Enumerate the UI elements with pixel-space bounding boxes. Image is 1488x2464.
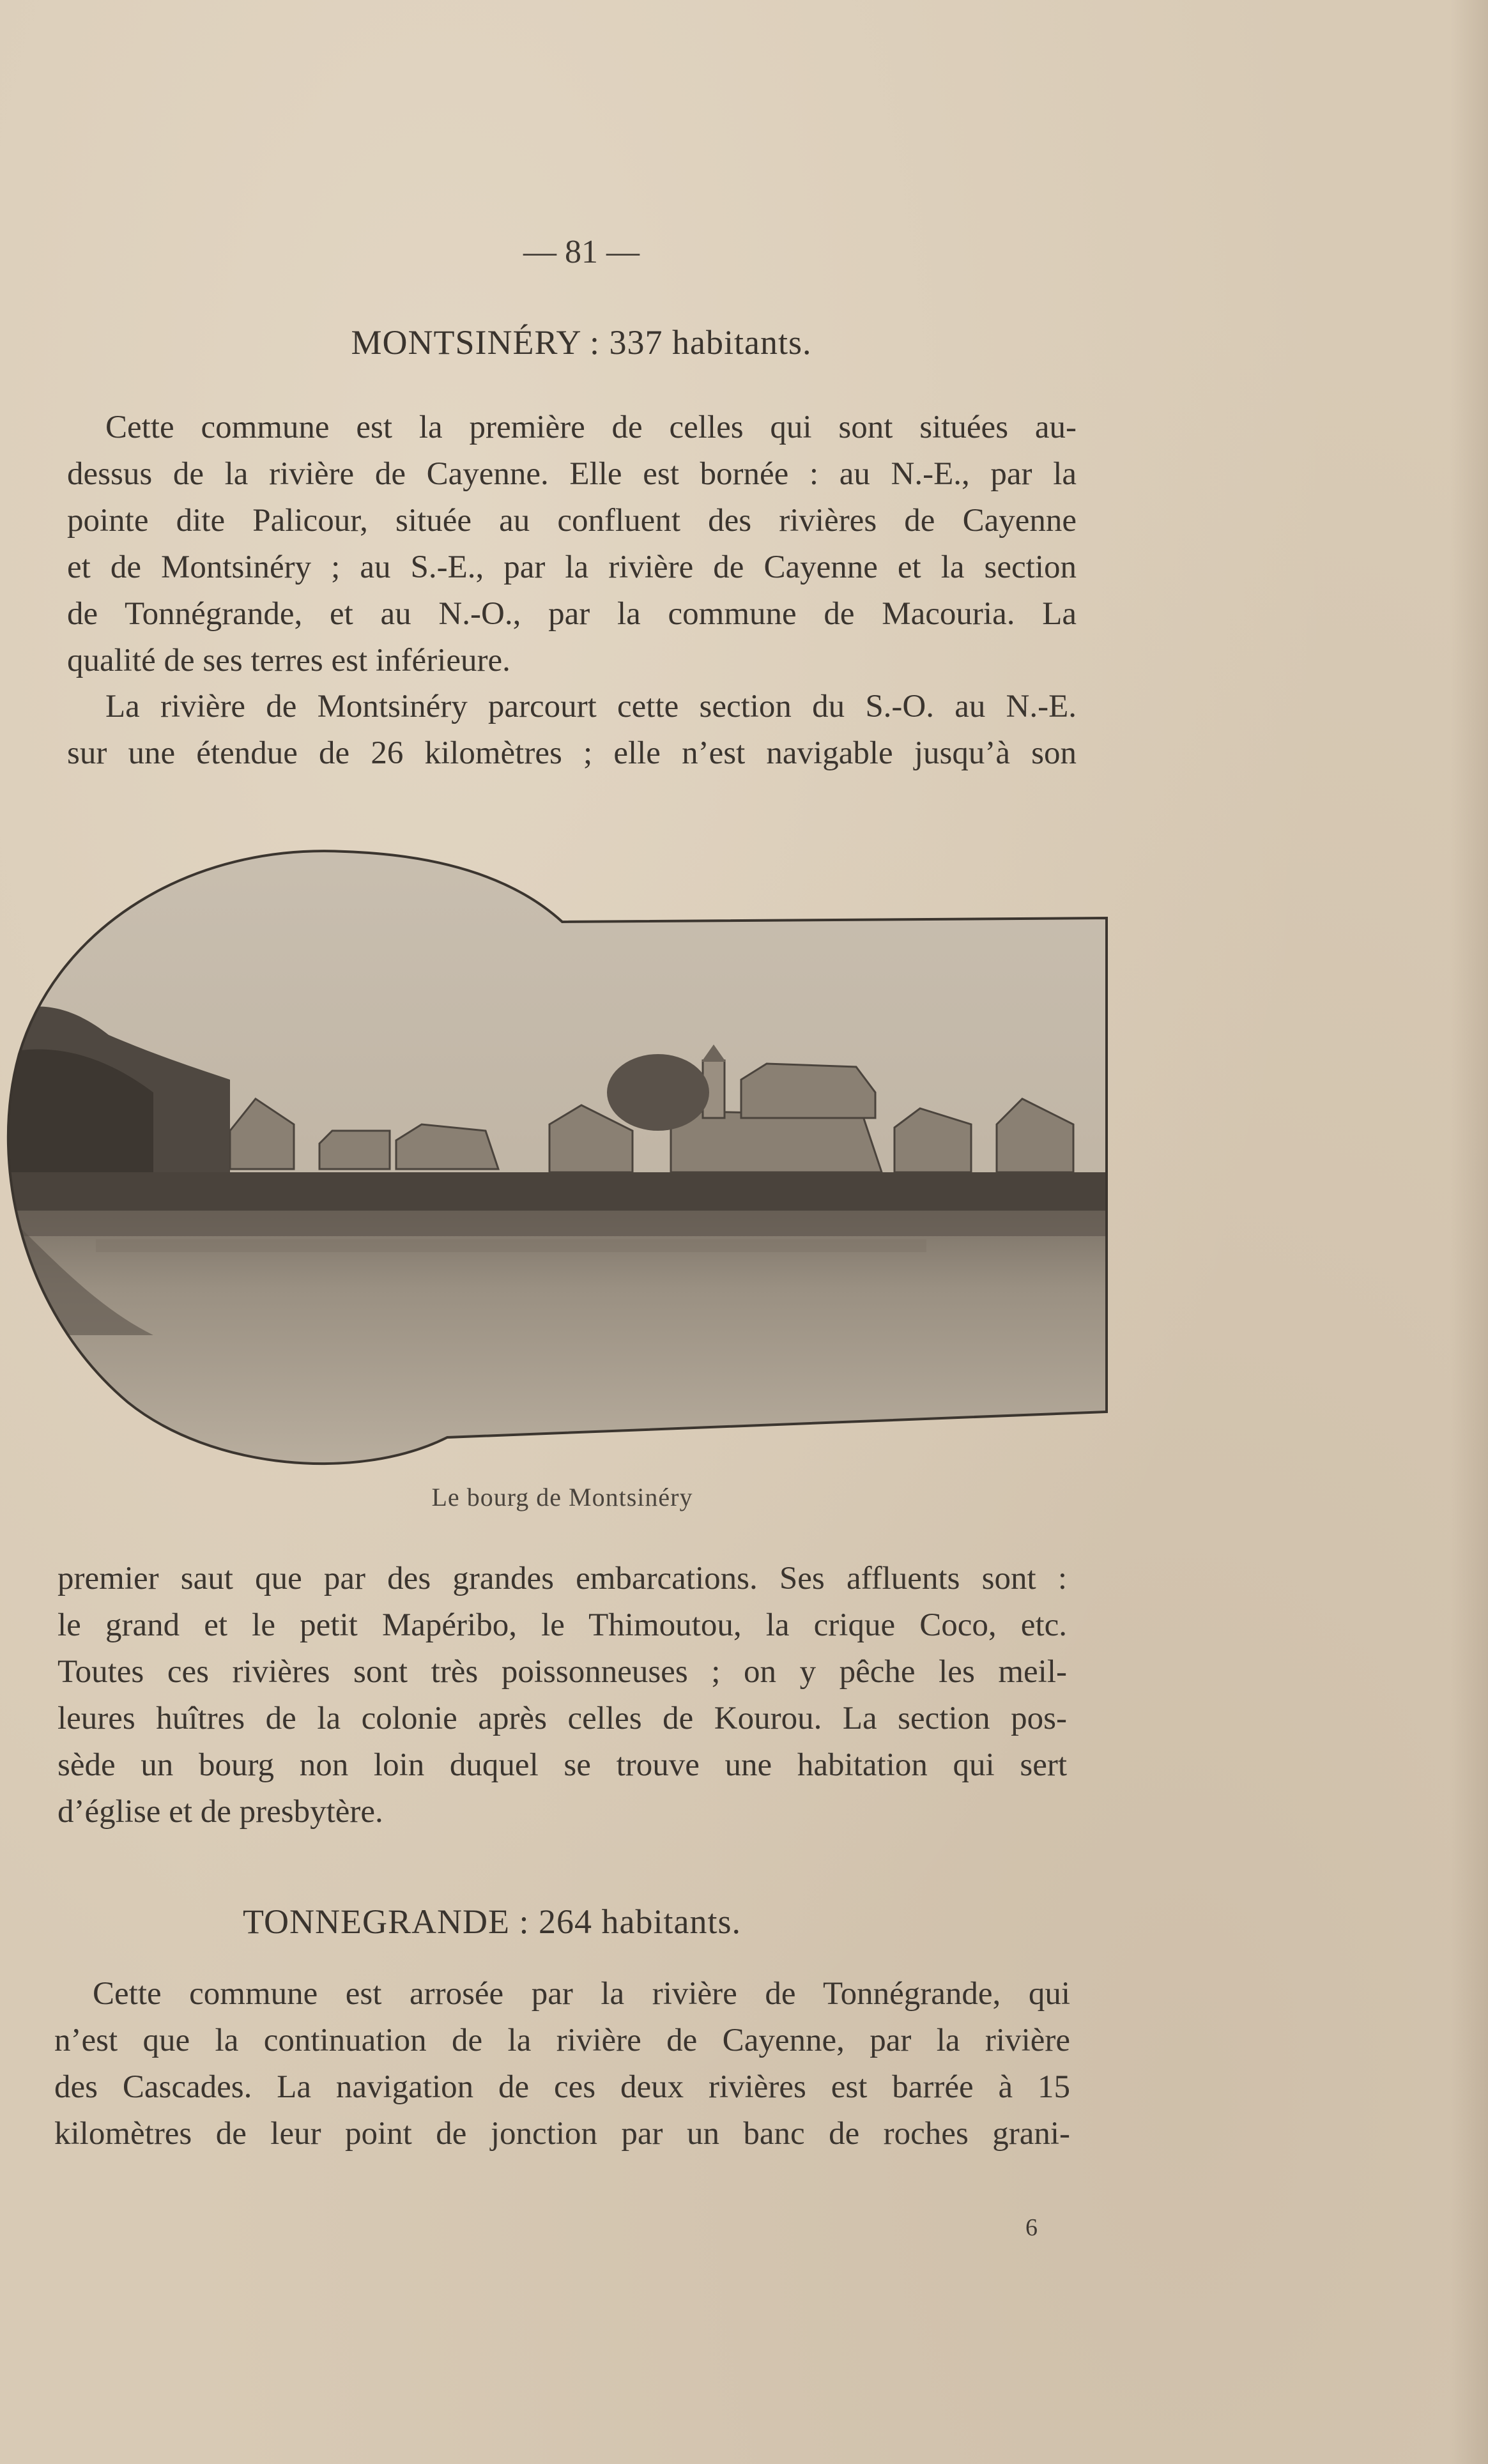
page-number: — 81 —	[523, 234, 640, 270]
section-heading-tonnegrande: TONNEGRANDE : 264 habitants.	[243, 1902, 741, 1941]
text-line: premier saut que par des grandes embarcations. Ses affluents sont :	[58, 1561, 1067, 1596]
text-line: de Tonnégrande, et au N.-O., par la commune de Macouria. La	[67, 596, 1077, 632]
paragraph-tonnegrande-1	[54, 1971, 1070, 2157]
figure-caption: Le bourg de Montsinéry	[431, 1483, 693, 1511]
text-line: Cette commune est arrosée par la rivière de Tonnégrande, qui	[93, 1976, 1070, 2012]
paragraph-montsinery-1	[67, 404, 1077, 684]
section-heading-montsinery: MONTSINÉRY : 337 habitants.	[351, 323, 812, 362]
text-line: qualité de ses terres est inférieure.	[67, 643, 510, 678]
text-line: dessus de la rivière de Cayenne. Elle est bornée : au N.-E., par la	[67, 456, 1077, 492]
text-line: La rivière de Montsinéry parcourt cette section du S.-O. au N.-E.	[105, 689, 1077, 724]
text-line: sur une étendue de 26 kilomètres ; elle n’est navigable jusqu’à son	[67, 735, 1077, 771]
text-line: leures huîtres de la colonie après celles de Kourou. La section pos-	[58, 1701, 1067, 1736]
paragraph-montsinery-2	[67, 684, 1077, 777]
text-line: et de Montsinéry ; au S.-E., par la rivière de Cayenne et la section	[67, 549, 1077, 585]
text-line: le grand et le petit Mapéribo, le Thimoutou, la crique Coco, etc.	[58, 1607, 1067, 1643]
text-line: sède un bourg non loin duquel se trouve une habitation qui sert	[58, 1747, 1067, 1783]
text-line: Cette commune est la première de celles qui sont situées au-	[105, 409, 1077, 445]
photo-bourg-montsinery	[0, 824, 1124, 1488]
text-line: pointe dite Palicour, située au confluent des rivières de Cayenne	[67, 503, 1077, 539]
text-line: n’est que la continuation de la rivière de Cayenne, par la rivière	[54, 2023, 1070, 2058]
text-line: d’église et de presbytère.	[58, 1794, 383, 1830]
text-line: kilomètres de leur point de jonction par un banc de roches grani-	[54, 2116, 1070, 2152]
signature-mark: 6	[1025, 2214, 1038, 2241]
paragraph-montsinery-3	[58, 1556, 1067, 1835]
text-line: des Cascades. La navigation de ces deux rivières est barrée à 15	[54, 2069, 1070, 2105]
page-edge-shadow	[1450, 0, 1488, 2464]
text-line: Toutes ces rivières sont très poissonneuses ; on y pêche les meil-	[58, 1654, 1067, 1690]
